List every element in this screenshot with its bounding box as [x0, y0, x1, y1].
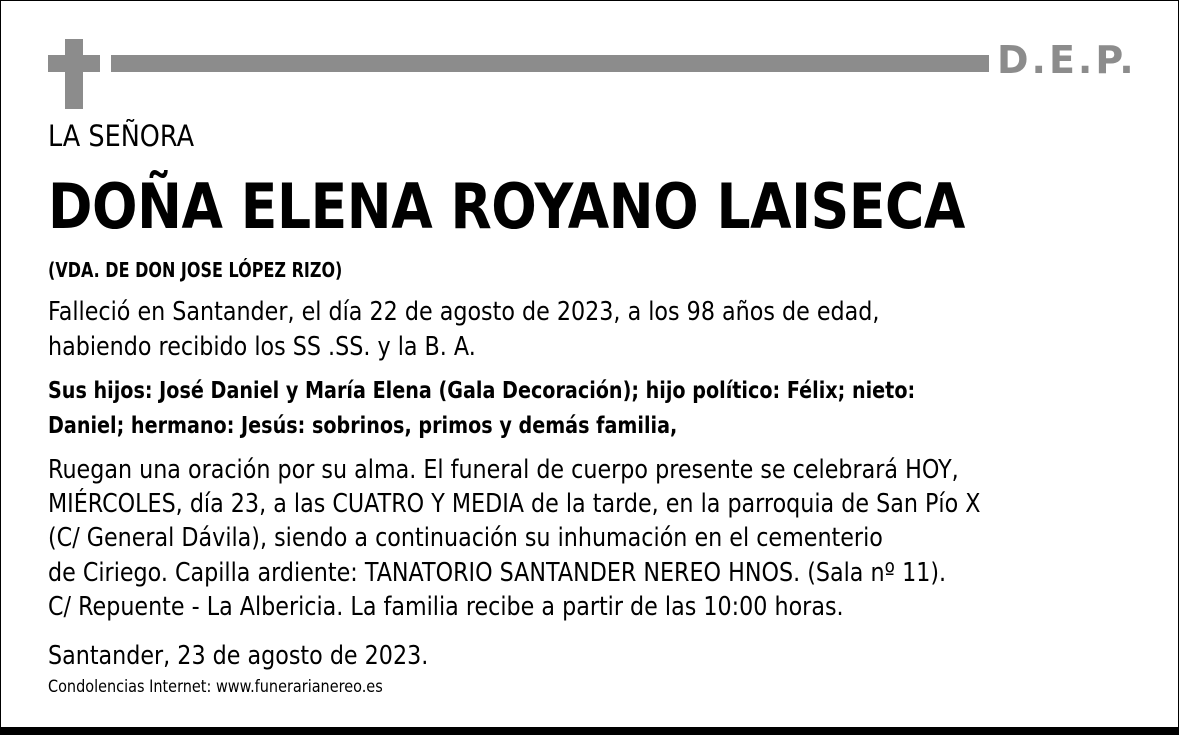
death-info-line: habiendo recibido los SS .SS. y la B. A. — [48, 332, 476, 362]
date-place: Santander, 23 de agosto de 2023. — [48, 641, 429, 671]
widow-of-line: (VDA. DE DON JOSE LÓPEZ RIZO) — [48, 258, 343, 282]
funeral-line: MIÉRCOLES, día 23, a las CUATRO Y MEDIA de la tarde, en la parroquia de San Pío X — [48, 489, 981, 519]
death-info-line: Falleció en Santander, el día 22 de agosto de 2023, a los 98 años de edad, — [48, 297, 880, 327]
family-line: Sus hijos: José Daniel y María Elena (Gala Decoración); hijo político: Félix; nieto: — [48, 378, 916, 404]
funeral-line: de Ciriego. Capilla ardiente: TANATORIO SANTANDER NEREO HNOS. (Sala nº 11). — [48, 558, 947, 588]
cross-icon-arm — [48, 55, 100, 72]
deceased-name: DOÑA ELENA ROYANO LAISECA — [48, 170, 965, 243]
condolences-line: Condolencias Internet: www.funerarianereo.es — [48, 677, 383, 697]
cross-icon — [65, 39, 83, 109]
family-line: Daniel; hermano: Jesús: sobrinos, primos y demás familia, — [48, 413, 678, 439]
header-rule — [111, 55, 989, 72]
funeral-line: C/ Repuente - La Albericia. La familia recibe a partir de las 10:00 horas. — [48, 592, 844, 622]
title-line: LA SEÑORA — [48, 119, 195, 153]
dep-label: D.E.P. — [997, 38, 1137, 82]
funeral-line: (C/ General Dávila), siendo a continuación su inhumación en el cementerio — [48, 523, 883, 553]
funeral-line: Ruegan una oración por su alma. El funeral de cuerpo presente se celebrará HOY, — [48, 455, 959, 485]
